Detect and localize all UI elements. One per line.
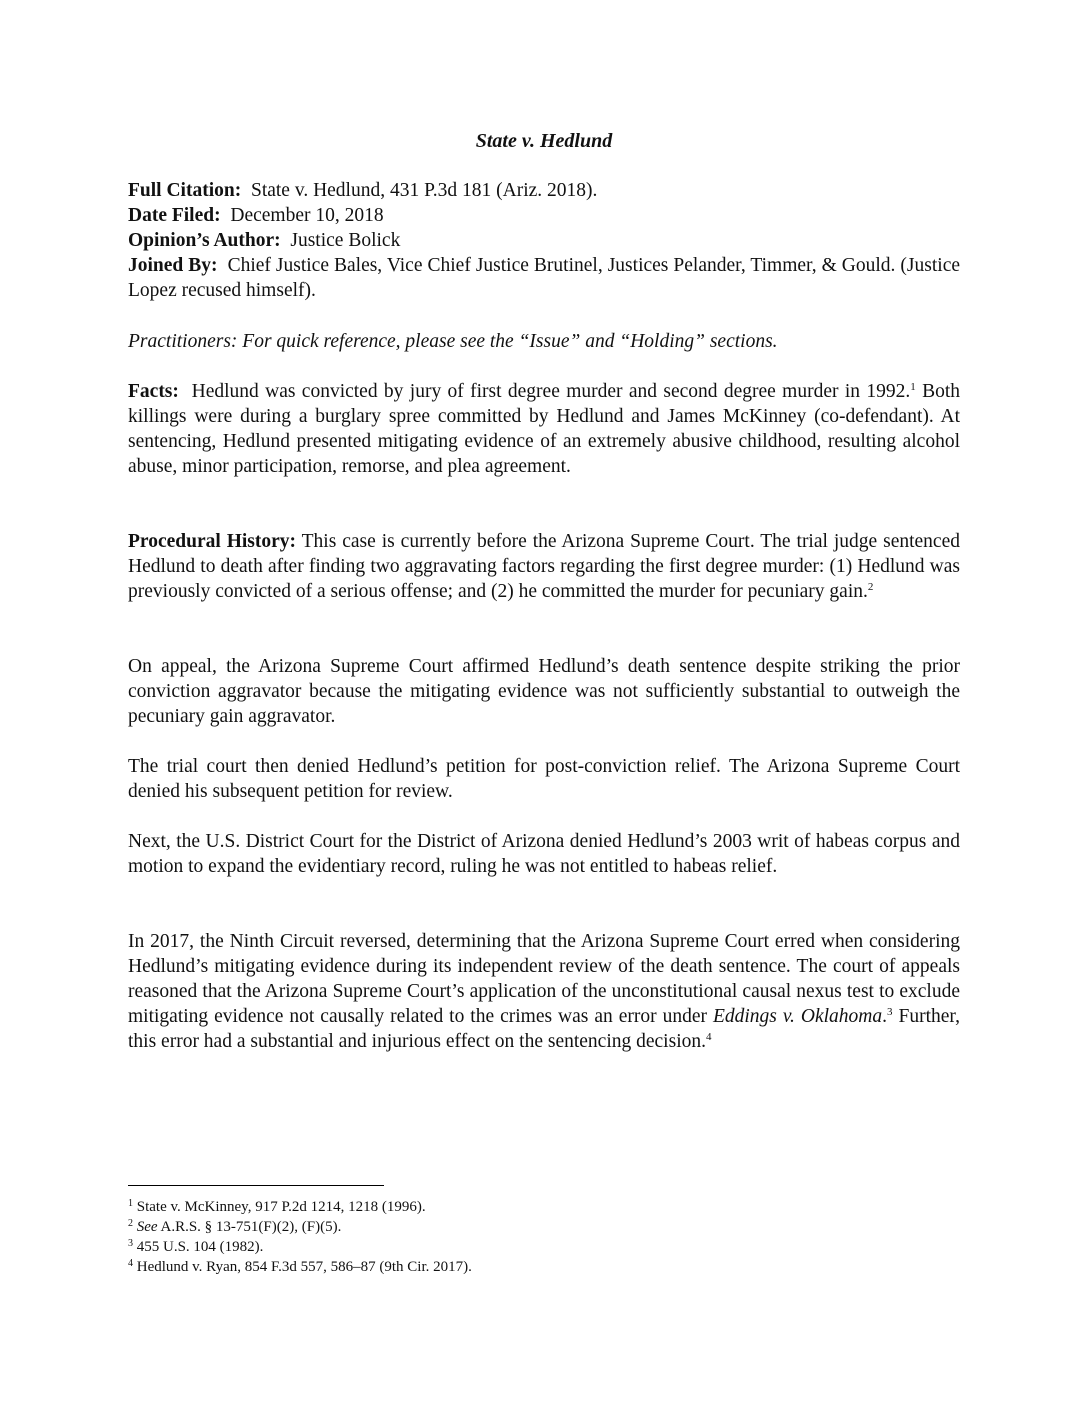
footnote-signal: See	[136, 1219, 158, 1235]
ninth-circuit-text-a: In 2017, the Ninth Circuit reversed, determining that the Arizona Supreme Court erred when considering Hedlund’s mitigating evidence during its independent review of the death sentence. The court of appeals reasoned that the Arizona Supreme Court’s application of the unconstitutional causal nexus test to exclude mitigating evidence not causally related to the crimes was an error under	[128, 931, 960, 1027]
full-citation-line	[128, 178, 960, 203]
district-court-paragraph: Next, the U.S. District Court for the District of Arizona denied Hedlund’s 2003 writ of habeas corpus and motion to expand the evidentiary record, ruling he was not entitled to habeas relief.	[128, 831, 960, 877]
procedural-history-label: Procedural History:	[128, 531, 297, 552]
author-line	[128, 228, 960, 253]
date-filed-label: Date Filed:	[128, 205, 221, 226]
footnote-text: 455 U.S. 104 (1982).	[136, 1239, 264, 1255]
case-name-eddings: Eddings v. Oklahoma	[712, 1006, 883, 1027]
footnote-2	[128, 1217, 960, 1237]
facts-label: Facts:	[128, 381, 179, 402]
footnote-ref-4[interactable]: 4	[705, 1031, 712, 1043]
footnote-ref-3[interactable]: 3	[887, 1006, 893, 1018]
footnote-text: Hedlund v. Ryan, 854 F.3d 557, 586–87 (9th Cir. 2017).	[136, 1259, 472, 1275]
procedural-history-paragraph	[128, 529, 960, 604]
footnote-separator	[128, 1185, 384, 1186]
joined-by-value: Chief Justice Bales, Vice Chief Justice Brutinel, Justices Pelander, Timmer, & Gould. (Justice Lopez recused himself).	[128, 255, 961, 301]
facts-text-b: Both killings were during a burglary spree committed by Hedlund and James McKinney (co-defendant). At sentencing, Hedlund presented mitigating evidence of an extremely abusive childhood, resulting alcohol abuse, minor participation, remorse, and plea agreement.	[128, 381, 960, 477]
author-label: Opinion’s Author:	[128, 230, 281, 251]
footnote-1	[128, 1197, 960, 1217]
footnote-text: A.R.S. § 13-751(F)(2), (F)(5).	[157, 1219, 342, 1235]
footnote-4	[128, 1257, 960, 1277]
case-metadata	[128, 178, 960, 303]
date-filed-value: December 10, 2018	[230, 205, 384, 226]
procedural-history-text: This case is currently before the Arizona Supreme Court. The trial judge sentenced Hedlund to death after finding two aggravating factors regarding the first degree murder: (1) Hedlund was previously convicted of a serious offense; and (2) he committed the murder for pecuniary gain.	[128, 531, 960, 602]
footnote-number: 3	[128, 1238, 133, 1249]
full-citation-label: Full Citation:	[128, 180, 242, 201]
date-filed-line	[128, 203, 960, 228]
practitioners-note: Practitioners: For quick reference, please see the “Issue” and “Holding” sections.	[128, 331, 778, 352]
footnote-3	[128, 1237, 960, 1257]
joined-by-line	[128, 253, 960, 303]
footnote-text: State v. McKinney, 917 P.2d 1214, 1218 (1996).	[136, 1199, 426, 1215]
author-value: Justice Bolick	[290, 230, 401, 251]
ninth-circuit-period: .	[882, 1006, 888, 1027]
ninth-circuit-paragraph	[128, 929, 960, 1054]
full-citation-value: State v. Hedlund, 431 P.3d 181 (Ariz. 2018).	[250, 180, 598, 201]
appeal-paragraph: On appeal, the Arizona Supreme Court affirmed Hedlund’s death sentence despite striking the prior conviction aggravator because the mitigating evidence was not sufficiently substantial to outweigh the pecuniary gain aggravator.	[128, 656, 960, 727]
footnote-number: 1	[128, 1198, 133, 1209]
trial-court-paragraph: The trial court then denied Hedlund’s petition for post-conviction relief. The Arizona Supreme Court denied his subsequent petition for review.	[128, 756, 960, 802]
facts-text-a: Hedlund was convicted by jury of first degree murder and second degree murder in 1992.	[191, 381, 911, 402]
ninth-circuit-text-c: Further, this error had a substantial and injurious effect on the sentencing decision.	[128, 1006, 960, 1052]
joined-by-label: Joined By:	[128, 255, 218, 276]
facts-paragraph	[128, 379, 960, 479]
footnote-number: 4	[128, 1258, 133, 1269]
footnote-number: 2	[128, 1218, 133, 1229]
footnote-ref-1[interactable]: 1	[910, 381, 916, 393]
footnote-ref-2[interactable]: 2	[867, 581, 874, 593]
page-title: State v. Hedlund	[475, 130, 613, 152]
